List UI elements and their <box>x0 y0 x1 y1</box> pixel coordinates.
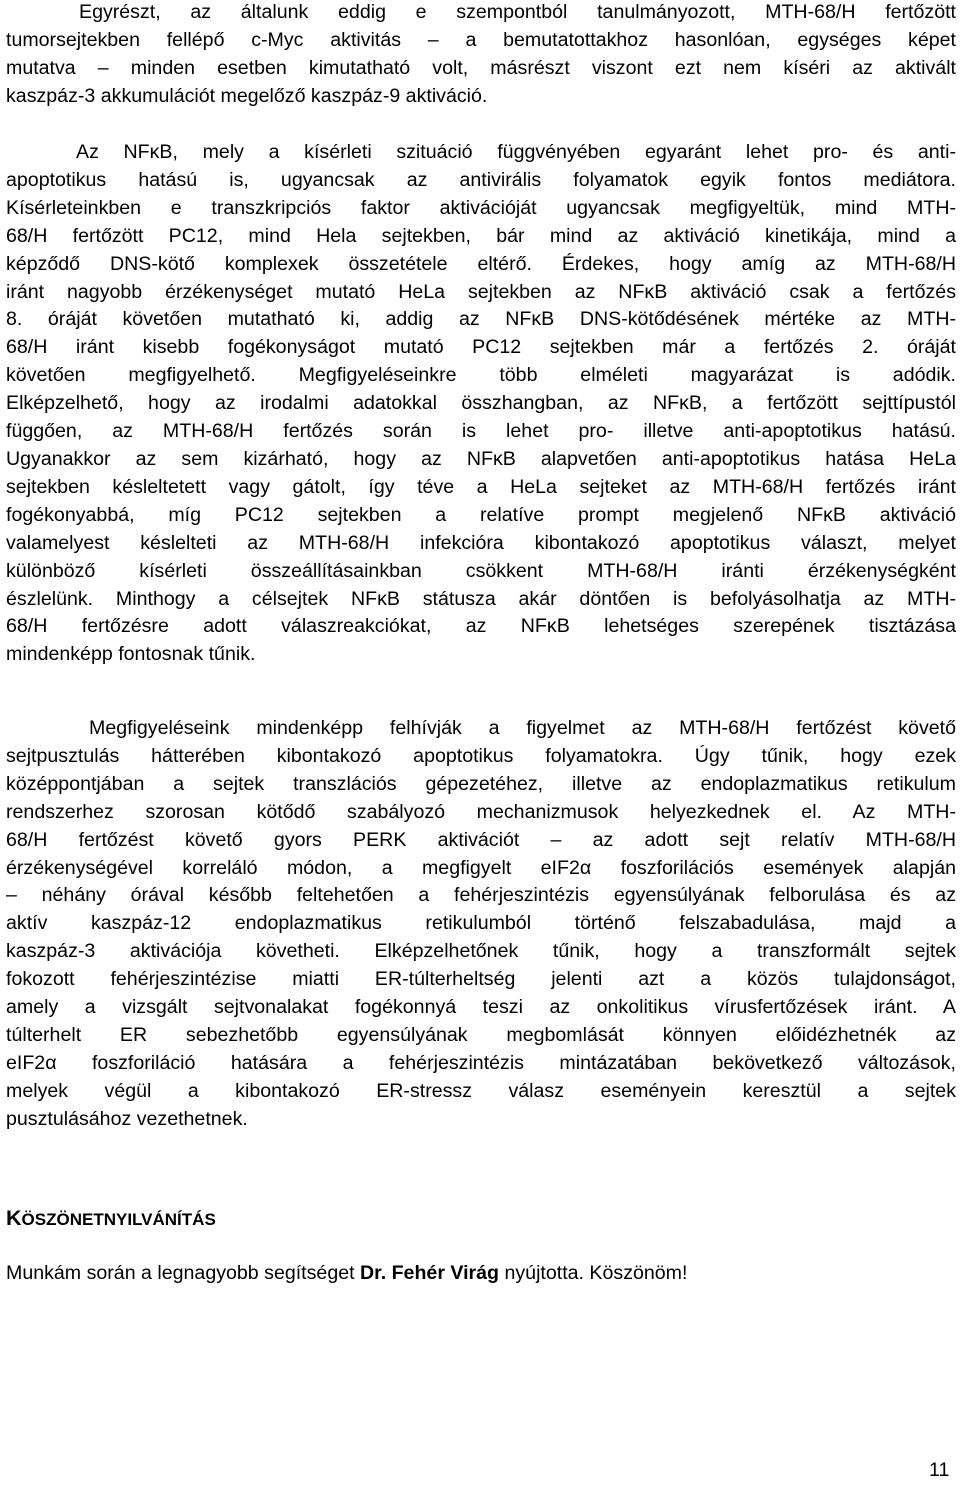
text-line: fogékonyabbá, míg PC12 sejtekben a relatíve prompt megjelenő NFκB aktiváció <box>6 503 956 526</box>
text-line: követően megfigyelhető. Megfigyeléseinkre több elméleti magyarázat is adódik. <box>6 364 956 387</box>
text-line: tumorsejtekben fellépő c-Myc aktivitás – a bemutatottakhoz hasonlóan, egységes képet <box>6 28 956 51</box>
ack-before: Munkám során a legnagyobb segítséget <box>6 1262 360 1284</box>
text-line: Az NFκB, mely a kísérleti szituáció függvényében egyaránt lehet pro- és anti- <box>76 141 956 163</box>
heading-initial: K <box>6 1206 22 1230</box>
text-line: Egyrészt, az általunk eddig e szempontból tanulmányozott, MTH-68/H fertőzött <box>79 1 956 23</box>
ack-name: Dr. Fehér Virág <box>360 1262 500 1284</box>
text-line: kaszpáz-3 akkumulációt megelőző kaszpáz-9 aktiváció. <box>6 84 488 107</box>
text-line: Megfigyeléseink mindenképp felhívják a figyelmet az MTH-68/H fertőzést követő <box>89 717 956 739</box>
text-line: túlterhelt ER sebezhetőbb egyensúlyának megbomlását könnyen előidézhetnék az <box>6 1023 956 1046</box>
text-line: Ugyanakkor az sem kizárható, hogy az NFκB alapvetően anti-apoptotikus hatása HeLa <box>6 447 956 470</box>
text-line: 68/H fertőzésre adott válaszreakciókat, az NFκB lehetséges szerepének tisztázása <box>6 615 956 638</box>
paragraph-nfkb <box>6 139 956 669</box>
text-line: kaszpáz-3 aktivációja követheti. Elképzelhetőnek tűnik, hogy a transzformált sejtek <box>6 940 956 963</box>
text-line: rendszerhez szorosan kötődő szabályozó mechanizmusok helyezkednek el. Az MTH- <box>6 800 956 823</box>
text-line: sejtekben késleltetett vagy gátolt, így téve a HeLa sejteket az MTH-68/H fertőzés iránt <box>6 475 956 498</box>
text-line: mutatva – minden esetben kimutatható volt, másrészt viszont ezt nem kíséri az aktivált <box>6 56 956 79</box>
ack-after: nyújtotta. Köszönöm! <box>499 1262 688 1284</box>
text-line: 68/H fertőzött PC12, mind Hela sejtekben, bár mind az aktiváció kinetikája, mind a <box>6 224 956 247</box>
heading-rest: ÖSZÖNETNYILVÁNÍTÁS <box>21 1210 216 1229</box>
text-line: pusztulásához vezethetnek. <box>6 1107 248 1130</box>
text-line: Kísérleteinkben e transzkripciós faktor aktivációját ugyancsak megfigyeltük, mind MTH- <box>6 196 956 219</box>
text-line: aktív kaszpáz-12 endoplazmatikus retikulumból történő felszabadulása, majd a <box>6 912 956 935</box>
text-line: középpontjában a sejtek transzlációs gépezetéhez, illetve az endoplazmatikus retikulum <box>6 772 956 795</box>
text-line: 68/H iránt kisebb fogékonyságot mutató PC12 sejtekben már a fertőzés 2. óráját <box>6 336 956 359</box>
text-line: 8. óráját követően mutatható ki, addig az NFκB DNS-kötődésének mértéke az MTH- <box>6 308 956 331</box>
text-line: 68/H fertőzést követő gyors PERK aktivációt – az adott sejt relatív MTH-68/H <box>6 828 956 851</box>
text-line: apoptotikus hatású is, ugyancsak az antivirális folyamatok egyik fontos mediátora. <box>6 168 956 191</box>
text-line: sejtpusztulás hátterében kibontakozó apoptotikus folyamatokra. Úgy tűnik, hogy ezek <box>6 744 956 767</box>
text-line: – néhány órával később feltehetően a fehérjeszintézis egyensúlyának felborulása és az <box>6 884 956 907</box>
text-line: fokozott fehérjeszintézise miatti ER-túlterheltség jelenti azt a közös tulajdonságot, <box>6 968 956 991</box>
text-line: valamelyest késlelteti az MTH-68/H infekcióra kibontakozó apoptotikus választ, melyet <box>6 531 956 554</box>
section-heading-acknowledgements <box>6 1199 216 1237</box>
text-line: képződő DNS-kötő komplexek összetétele eltérő. Érdekes, hogy amíg az MTH-68/H <box>6 252 956 275</box>
text-line: függően, az MTH-68/H fertőzés során is lehet pro- illetve anti-apoptotikus hatású. <box>6 420 956 443</box>
paragraph-apoptosis <box>6 715 956 1134</box>
text-line: észlelünk. Minthogy a célsejtek NFκB státusza akár döntően is befolyásolhatja az MTH- <box>6 587 956 610</box>
page-number: 11 <box>929 1459 950 1481</box>
text-line: amely a vizsgált sejtvonalakat fogékonnyá teszi az onkolitikus vírusfertőzések iránt. A <box>6 996 956 1019</box>
text-line: különböző kísérleti összeállításainkban csökkent MTH-68/H iránti érzékenységként <box>6 559 956 582</box>
paragraph-c-myc <box>6 0 956 111</box>
text-line: Elképzelhető, hogy az irodalmi adatokkal összhangban, az NFκB, a fertőzött sejttípustól <box>6 392 956 415</box>
text-line: iránt nagyobb érzékenységet mutató HeLa sejtekben az NFκB aktiváció csak a fertőzés <box>6 280 956 303</box>
text-line: mindenképp fontosnak tűnik. <box>6 643 256 666</box>
acknowledgement-text <box>6 1259 687 1287</box>
text-line: melyek végül a kibontakozó ER-stressz válasz eseményein keresztül a sejtek <box>6 1079 956 1102</box>
text-line: érzékenységével korreláló módon, a megfigyelt eIF2α foszforilációs események alapján <box>6 856 956 879</box>
text-line: eIF2α foszforiláció hatására a fehérjeszintézis mintázatában bekövetkező változások, <box>6 1051 956 1074</box>
